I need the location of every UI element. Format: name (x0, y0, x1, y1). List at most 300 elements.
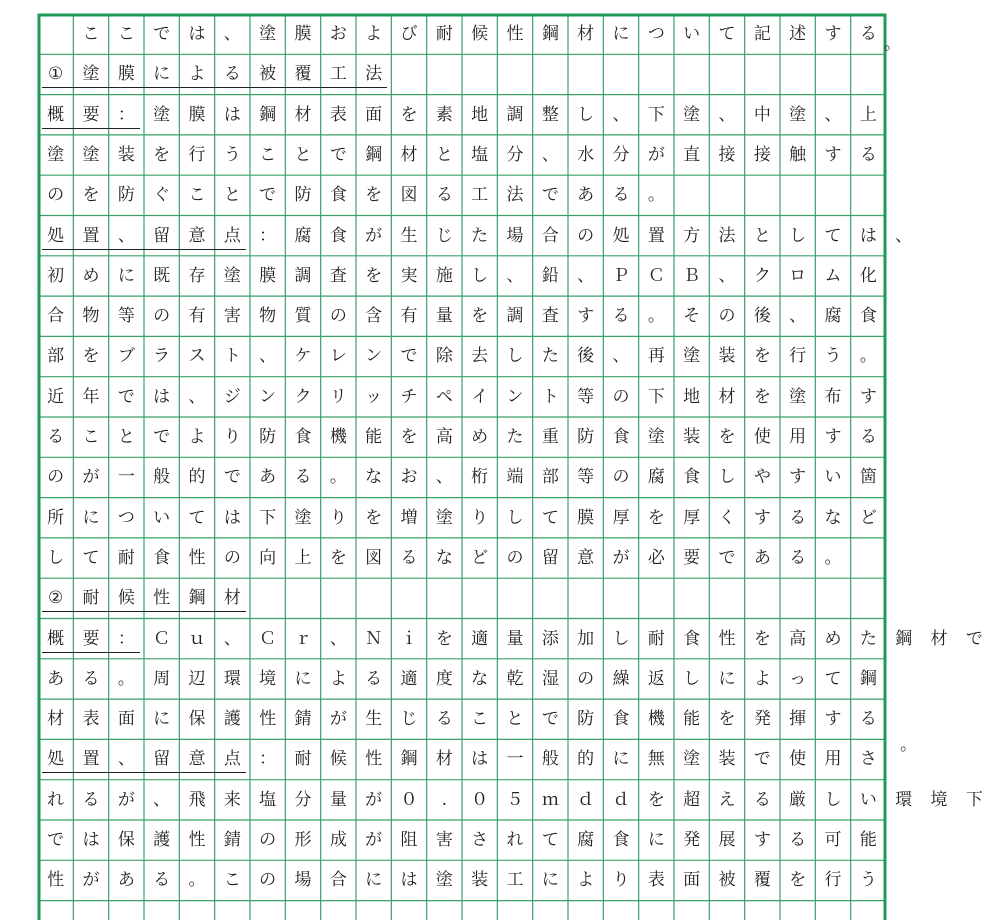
char-cell: り (612, 870, 630, 891)
char-cell: 下 (965, 789, 983, 810)
char-cell: 後 (753, 306, 771, 327)
char-cell: と (223, 185, 241, 206)
char-cell: 膜 (577, 507, 595, 528)
char-cell: 形 (294, 830, 312, 850)
char-cell: 材 (930, 628, 948, 649)
char-cell: 保 (117, 830, 135, 850)
char-cell: Ｃ (259, 628, 277, 649)
char-cell: チ (400, 386, 418, 407)
char-cell: 合 (541, 225, 559, 246)
char-cell: し (506, 507, 524, 528)
char-cell: 展 (718, 830, 736, 850)
char-cell: 場 (294, 870, 312, 891)
char-cell: 境 (259, 668, 277, 689)
char-cell: 法 (506, 185, 524, 206)
char-cell: 、 (329, 628, 347, 649)
char-cell: 、 (612, 346, 630, 367)
char-cell: 要 (82, 628, 100, 649)
char-cell: の (223, 547, 241, 568)
char-cell: 場 (506, 225, 524, 246)
char-cell: 超 (683, 789, 701, 810)
char-cell: 材 (47, 709, 65, 730)
char-cell: 合 (47, 306, 65, 327)
char-cell: で (718, 547, 736, 568)
char-cell: 的 (188, 467, 206, 488)
char-cell: 材 (294, 104, 312, 125)
char-cell: で (153, 24, 171, 44)
char-cell: の (718, 306, 736, 327)
char-cell: 、 (824, 104, 842, 125)
char-cell: 量 (506, 628, 524, 649)
char-cell: あ (117, 870, 135, 891)
char-cell: る (789, 830, 807, 850)
char-cell: 年 (82, 386, 100, 407)
char-cell: な (365, 467, 383, 488)
char-cell: Ｃ (647, 265, 665, 286)
char-cell: 使 (789, 749, 807, 770)
char-cell: が (82, 870, 100, 891)
char-cell: ム (824, 265, 842, 286)
char-cell: が (365, 830, 383, 850)
char-cell: Ｎ (365, 628, 383, 649)
char-cell: 能 (859, 830, 877, 850)
char-cell: さ (471, 830, 489, 850)
char-cell: 塗 (153, 104, 171, 125)
char-cell: る (753, 789, 771, 810)
char-cell: 。 (647, 306, 665, 327)
text-line (38, 860, 886, 900)
char-cell: 繰 (612, 668, 630, 689)
char-cell: ン (259, 386, 277, 407)
char-cell: 被 (259, 64, 277, 85)
char-cell: に (647, 830, 665, 850)
char-cell: で (541, 185, 559, 206)
char-cell: ： (117, 628, 135, 649)
char-cell: し (683, 668, 701, 689)
char-cell: 塗 (683, 104, 701, 125)
char-cell: は (223, 507, 241, 528)
text-line (38, 377, 886, 417)
char-cell: 物 (259, 306, 277, 327)
char-cell: 害 (435, 830, 453, 850)
char-cell: よ (329, 668, 347, 689)
heading-underline (42, 87, 387, 88)
char-cell: 、 (188, 386, 206, 407)
char-cell: 調 (506, 306, 524, 327)
char-cell: 可 (824, 830, 842, 850)
char-cell: 桁 (471, 467, 489, 488)
char-cell: 部 (47, 346, 65, 367)
char-cell: ０ (400, 789, 418, 810)
char-cell: 、 (223, 24, 241, 44)
char-cell: こ (259, 144, 277, 165)
char-cell: ： (117, 104, 135, 125)
char-cell: る (859, 144, 877, 165)
char-cell: に (153, 64, 171, 85)
char-cell: 、 (117, 225, 135, 246)
char-cell: 高 (789, 628, 807, 649)
char-cell: の (153, 306, 171, 327)
char-cell: を (471, 306, 489, 327)
char-cell: 塗 (82, 64, 100, 85)
char-cell: あ (753, 547, 771, 568)
char-cell: 面 (117, 709, 135, 730)
char-cell: め (471, 427, 489, 447)
char-cell: 行 (824, 870, 842, 891)
char-cell: 度 (435, 668, 453, 689)
char-cell: し (824, 789, 842, 810)
char-cell: 上 (294, 547, 312, 568)
char-cell: 有 (188, 306, 206, 327)
char-cell: の (47, 467, 65, 488)
char-cell: ク (294, 386, 312, 407)
char-cell: う (824, 346, 842, 367)
char-cell: 装 (683, 427, 701, 447)
char-cell: 向 (259, 547, 277, 568)
char-cell: 、 (541, 144, 559, 165)
char-cell: 発 (753, 709, 771, 730)
char-cell: 表 (82, 709, 100, 730)
char-cell: る (47, 427, 65, 447)
char-cell: り (471, 507, 489, 528)
char-cell: 装 (718, 749, 736, 770)
char-cell: 塩 (471, 144, 489, 165)
char-cell: す (577, 306, 595, 327)
char-cell: 。 (647, 185, 665, 206)
char-cell: 膜 (117, 64, 135, 85)
char-cell: つ (647, 24, 665, 44)
heading-underline (42, 611, 246, 612)
char-cell: る (365, 668, 383, 689)
char-cell: で (223, 467, 241, 488)
char-cell: え (718, 789, 736, 810)
char-cell: 留 (153, 749, 171, 770)
char-cell: 防 (117, 185, 135, 206)
char-cell: に (365, 870, 383, 891)
char-cell: が (329, 709, 347, 730)
char-cell: 概 (47, 628, 65, 649)
char-cell: 食 (683, 467, 701, 488)
char-cell: す (859, 386, 877, 407)
char-cell: 施 (435, 265, 453, 286)
char-cell: 適 (400, 668, 418, 689)
char-cell: た (541, 346, 559, 367)
char-cell: 表 (647, 870, 665, 891)
char-cell: 地 (683, 386, 701, 407)
char-cell: 防 (577, 427, 595, 447)
char-cell: 意 (577, 547, 595, 568)
char-cell: れ (506, 830, 524, 850)
char-cell: る (82, 789, 100, 810)
char-cell: 、 (789, 306, 807, 327)
char-cell: 初 (47, 265, 65, 286)
char-cell: 面 (683, 870, 701, 891)
char-cell: 食 (612, 427, 630, 447)
char-cell: 分 (612, 144, 630, 165)
char-cell: 装 (117, 144, 135, 165)
char-cell: 鋼 (188, 588, 206, 609)
char-cell: を (400, 427, 418, 447)
char-cell: 候 (117, 588, 135, 609)
char-cell: 素 (435, 104, 453, 125)
char-cell: 鋼 (541, 24, 559, 44)
heading-underline (42, 249, 246, 250)
char-cell: た (859, 628, 877, 649)
char-cell: 保 (188, 709, 206, 730)
char-cell: っ (789, 668, 807, 689)
char-cell: 。 (824, 547, 842, 568)
char-cell: を (789, 870, 807, 891)
char-cell: 、 (259, 346, 277, 367)
char-cell: で (400, 346, 418, 367)
char-cell: よ (188, 427, 206, 447)
char-cell: に (82, 507, 100, 528)
char-cell: 処 (47, 749, 65, 770)
char-cell: . (441, 789, 448, 810)
char-cell: を (753, 346, 771, 367)
char-cell: 地 (471, 104, 489, 125)
char-cell: 無 (647, 749, 665, 770)
text-line (38, 538, 886, 578)
char-cell: 上 (859, 104, 877, 125)
overflow-mark-1: 。 (884, 34, 901, 54)
char-cell: 行 (789, 346, 807, 367)
char-cell: ペ (435, 386, 453, 407)
char-cell: 査 (329, 265, 347, 286)
char-cell: 高 (435, 427, 453, 447)
char-cell: ス (188, 346, 206, 367)
char-cell: を (329, 547, 347, 568)
char-cell: 鋼 (259, 104, 277, 125)
char-cell: す (824, 427, 842, 447)
char-cell: る (294, 467, 312, 488)
char-cell: ｄ (612, 789, 630, 810)
char-cell: る (789, 547, 807, 568)
char-cell: 膜 (259, 265, 277, 286)
char-cell: る (612, 185, 630, 206)
char-cell: を (647, 507, 665, 528)
char-cell: 能 (365, 427, 383, 447)
char-cell: 防 (294, 185, 312, 206)
char-cell: つ (117, 507, 135, 528)
char-cell: 覆 (753, 870, 771, 891)
char-cell: あ (259, 467, 277, 488)
char-cell: 鋼 (400, 749, 418, 770)
char-cell: で (329, 144, 347, 165)
char-cell: 留 (153, 225, 171, 246)
char-cell: ン (506, 386, 524, 407)
text-line (38, 256, 886, 296)
char-cell: る (153, 870, 171, 891)
char-cell: よ (753, 668, 771, 689)
char-cell: 。 (188, 870, 206, 891)
char-cell: 用 (789, 427, 807, 447)
char-cell: 耐 (647, 628, 665, 649)
char-cell: 食 (612, 709, 630, 730)
char-cell: 食 (329, 185, 347, 206)
char-cell: を (365, 507, 383, 528)
char-cell: て (718, 24, 736, 44)
char-cell: 合 (329, 870, 347, 891)
char-cell: の (329, 306, 347, 327)
char-cell: に (294, 668, 312, 689)
char-cell: 鋼 (895, 628, 913, 649)
char-cell: 防 (577, 709, 595, 730)
char-cell: 含 (365, 306, 383, 327)
char-cell: 腐 (577, 830, 595, 850)
char-cell: 耐 (82, 588, 100, 609)
char-cell: 処 (612, 225, 630, 246)
char-cell: 厳 (789, 789, 807, 810)
char-cell: 置 (647, 225, 665, 246)
char-cell: 塗 (789, 104, 807, 125)
char-cell: 図 (365, 547, 383, 568)
char-cell: ｍ (541, 789, 559, 810)
char-cell: お (400, 467, 418, 488)
char-cell: 概 (47, 104, 65, 125)
char-cell: 性 (47, 870, 65, 891)
char-cell: こ (117, 24, 135, 44)
text-line (38, 619, 983, 659)
char-cell: 膜 (294, 24, 312, 44)
char-cell: 塗 (223, 265, 241, 286)
char-cell: ｄ (577, 789, 595, 810)
char-cell: 般 (153, 467, 171, 488)
char-cell: す (824, 24, 842, 44)
char-cell: 使 (753, 427, 771, 447)
char-cell: 意 (188, 225, 206, 246)
char-cell: 。 (117, 668, 135, 689)
char-cell: ラ (153, 346, 171, 367)
char-cell: す (824, 144, 842, 165)
char-cell: は (400, 870, 418, 891)
char-cell: 境 (930, 789, 948, 810)
char-cell: 下 (259, 507, 277, 528)
char-cell: し (471, 265, 489, 286)
char-cell: す (824, 709, 842, 730)
char-cell: て (824, 225, 842, 246)
char-cell: 部 (541, 467, 559, 488)
char-cell: 、 (153, 789, 171, 810)
char-cell: の (612, 386, 630, 407)
char-cell: ク (753, 265, 771, 286)
text-line (38, 296, 886, 336)
char-cell: を (153, 144, 171, 165)
char-cell: や (753, 467, 771, 488)
char-cell: に (117, 265, 135, 286)
char-cell: 触 (789, 144, 807, 165)
char-cell: ト (541, 386, 559, 407)
char-cell: 査 (541, 306, 559, 327)
char-cell: 覆 (294, 64, 312, 85)
char-cell: の (506, 547, 524, 568)
char-cell: が (82, 467, 100, 488)
char-cell: 鉛 (541, 265, 559, 286)
char-cell: を (400, 104, 418, 125)
text-line (38, 699, 886, 739)
char-cell: こ (471, 709, 489, 730)
char-cell: し (47, 547, 65, 568)
char-cell: 錆 (294, 709, 312, 730)
char-cell: る (859, 709, 877, 730)
char-cell: 環 (895, 789, 913, 810)
char-cell: 調 (294, 265, 312, 286)
char-cell: 材 (577, 24, 595, 44)
char-cell: 材 (400, 144, 418, 165)
char-cell: 質 (294, 306, 312, 327)
char-cell: 点 (223, 749, 241, 770)
char-cell: 接 (718, 144, 736, 165)
char-cell: 腐 (647, 467, 665, 488)
char-cell: 食 (859, 306, 877, 327)
text-line (38, 336, 886, 376)
manuscript-sheet (38, 14, 983, 920)
char-cell: 塗 (435, 507, 453, 528)
char-cell: 一 (117, 467, 135, 488)
text-line (38, 578, 886, 618)
char-cell: を (753, 386, 771, 407)
char-cell: 量 (435, 306, 453, 327)
char-cell: 塗 (259, 24, 277, 44)
char-cell: 用 (824, 749, 842, 770)
char-cell: 錆 (223, 830, 241, 850)
char-cell: 耐 (294, 749, 312, 770)
char-cell: で (753, 749, 771, 770)
char-cell: と (117, 427, 135, 447)
char-cell: 等 (117, 306, 135, 327)
char-cell: 性 (718, 628, 736, 649)
char-cell: 護 (153, 830, 171, 850)
char-cell: 食 (329, 225, 347, 246)
char-cell: 後 (577, 346, 595, 367)
char-cell: 装 (471, 870, 489, 891)
char-cell: る (223, 64, 241, 85)
char-cell: 食 (683, 628, 701, 649)
char-cell: 水 (577, 144, 595, 165)
char-cell: 材 (435, 749, 453, 770)
char-cell: い (683, 24, 701, 44)
char-cell: 分 (506, 144, 524, 165)
char-cell: Ｃ (153, 628, 171, 649)
char-cell: 工 (329, 64, 347, 85)
char-cell: よ (188, 64, 206, 85)
char-cell: 工 (506, 870, 524, 891)
char-cell: 添 (541, 628, 559, 649)
char-cell: に (612, 24, 630, 44)
char-cell: の (577, 225, 595, 246)
char-cell: ど (471, 547, 489, 568)
char-cell: ｉ (400, 628, 418, 649)
char-cell: う (859, 870, 877, 891)
char-cell: く (718, 507, 736, 528)
text-line (38, 175, 886, 215)
char-cell: 調 (506, 104, 524, 125)
char-cell: じ (400, 709, 418, 730)
text-line (38, 417, 886, 457)
char-cell: 一 (506, 749, 524, 770)
char-cell: 、 (895, 225, 913, 246)
char-cell: 中 (753, 104, 771, 125)
char-cell: 鋼 (365, 144, 383, 165)
heading-underline (42, 128, 140, 129)
char-cell: め (824, 628, 842, 649)
text-line (38, 95, 886, 135)
char-cell: こ (82, 24, 100, 44)
char-cell: 述 (789, 24, 807, 44)
char-cell: 生 (400, 225, 418, 246)
char-cell: な (471, 668, 489, 689)
char-cell: ッ (365, 386, 383, 407)
